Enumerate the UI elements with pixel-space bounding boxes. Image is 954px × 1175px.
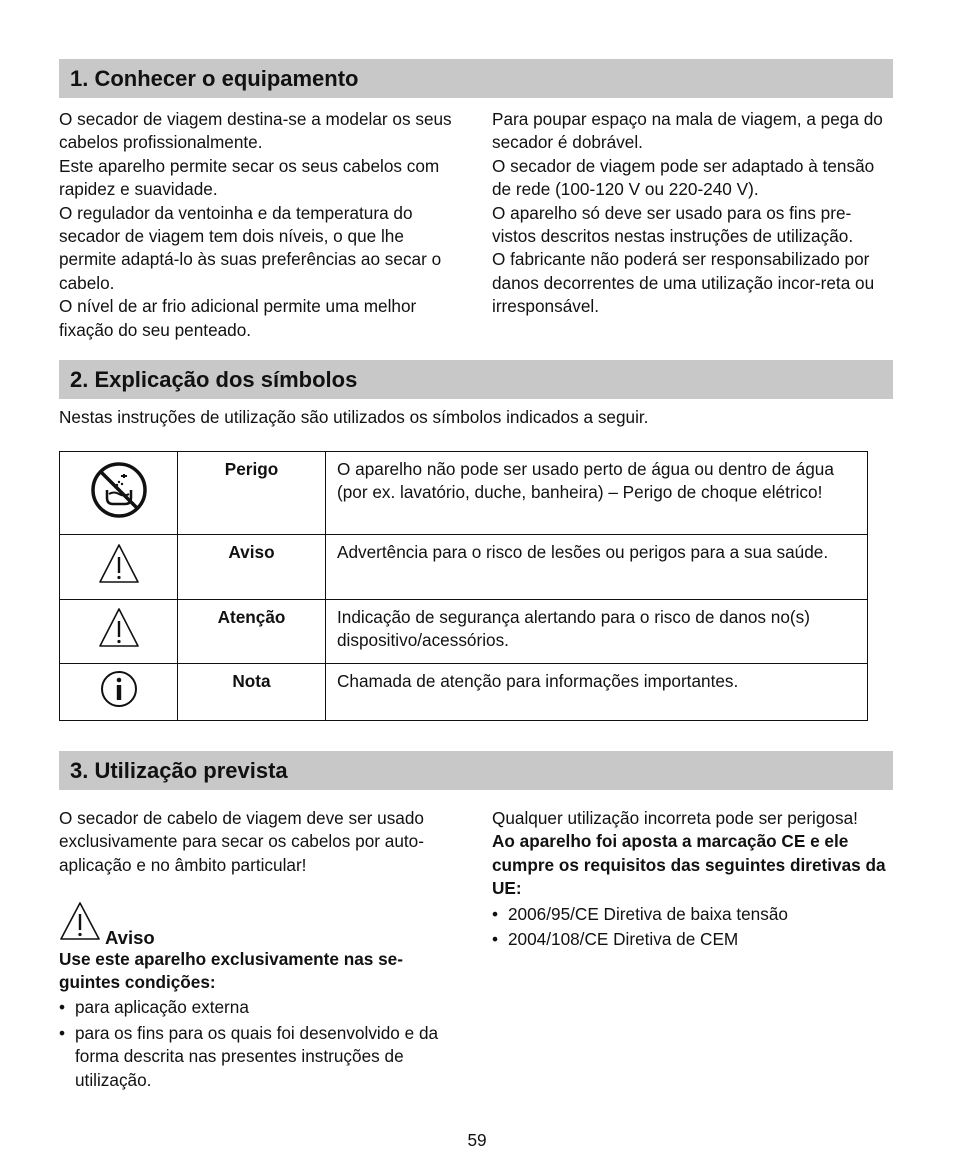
section1-left-column — [59, 108, 464, 342]
ce-marking-text: Ao aparelho foi aposta a marcação CE e ele cumpre os requisitos das seguintes diretivas da UE: — [492, 831, 886, 899]
directive-list — [492, 903, 894, 952]
section-heading-1: 1. Conhecer o equipamento — [59, 59, 893, 98]
warning-triangle-icon — [59, 901, 101, 947]
section3-left-column — [59, 807, 464, 1092]
paragraph: O fabricante não poderá ser responsabilizado por danos decorrentes de uma utilização incor-reta ou irresponsável. — [492, 249, 875, 317]
symbol-label: Nota — [178, 664, 326, 721]
paragraph: Qualquer utilização incorreta pode ser perigosa! — [492, 808, 858, 828]
warning-list — [59, 996, 464, 1092]
symbol-description: O aparelho não pode ser usado perto de água ou dentro de água (por ex. lavatório, duche, banheira) – Perigo de choque elétrico! — [326, 452, 868, 535]
warning-triangle-icon — [97, 634, 141, 654]
table-row — [60, 452, 868, 535]
paragraph: Este aparelho permite secar os seus cabelos com rapidez e suavidade. — [59, 155, 440, 200]
warning-triangle-icon — [97, 570, 141, 590]
symbols-intro: Nestas instruções de utilização são utilizados os símbolos indicados a seguir. — [59, 407, 649, 427]
section3-right-column — [492, 807, 894, 951]
paragraph: Para poupar espaço na mala de viagem, a pega do secador é dobrável. — [492, 109, 883, 153]
list-item: • para os fins para os quais foi desenvolvido e da forma descrita nas presentes instruções de utilização. — [59, 1022, 464, 1092]
paragraph: O secador de cabelo de viagem deve ser usado exclusivamente para secar os cabelos por auto-aplicação e no âmbito particular! — [59, 808, 424, 875]
info-icon — [99, 693, 139, 713]
warning-text: Use este aparelho exclusivamente nas se-guintes condições: — [59, 948, 403, 993]
no-water-icon — [89, 504, 149, 524]
symbols-table — [59, 451, 868, 721]
paragraph: O nível de ar frio adicional permite uma melhor fixação do seu penteado. — [59, 296, 417, 340]
page-number: 59 — [467, 1130, 487, 1150]
section-heading-3: 3. Utilização prevista — [59, 751, 893, 790]
symbol-description: Chamada de atenção para informações importantes. — [326, 664, 868, 721]
symbol-label: Atenção — [178, 600, 326, 664]
symbol-label: Aviso — [178, 535, 326, 600]
list-item: • para aplicação externa — [59, 996, 464, 1019]
list-item: • 2006/95/CE Diretiva de baixa tensão — [492, 903, 894, 926]
table-row — [60, 600, 868, 664]
table-row — [60, 664, 868, 721]
warning-label: Aviso — [105, 926, 155, 948]
paragraph: O secador de viagem destina-se a modelar os seus cabelos profissionalmente. — [59, 109, 452, 153]
section-heading-2: 2. Explicação dos símbolos — [59, 360, 893, 399]
section1-right-column — [492, 108, 894, 319]
paragraph: O aparelho só deve ser usado para os fins pre-vistos descritos nestas instruções de utilização. — [492, 202, 854, 247]
paragraph: O secador de viagem pode ser adaptado à tensão de rede (100-120 V ou 220-240 V). — [492, 155, 875, 200]
symbol-description: Advertência para o risco de lesões ou perigos para a sua saúde. — [326, 535, 868, 600]
table-row — [60, 535, 868, 600]
symbol-label: Perigo — [178, 452, 326, 535]
symbol-description: Indicação de segurança alertando para o risco de danos no(s) dispositivo/acessórios. — [326, 600, 868, 664]
paragraph: O regulador da ventoinha e da temperatura do secador de viagem tem dois níveis, o que lhe permite adaptá-lo às suas preferências ao secar o cabelo. — [59, 202, 442, 293]
warning-heading — [59, 901, 464, 947]
list-item: • 2004/108/CE Diretiva de CEM — [492, 928, 894, 951]
